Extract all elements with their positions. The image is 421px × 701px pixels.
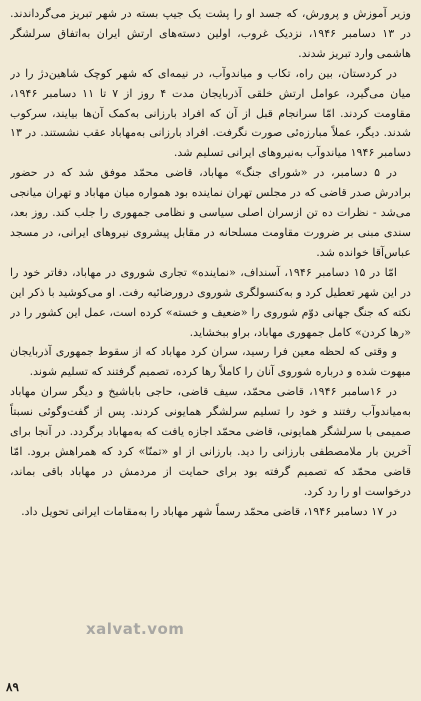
page-number: ۸۹ — [6, 680, 19, 694]
paragraph-2: در کردستان، بین راه، تکاب و میاندوآب، در نیمه‌ای که شهر کوچک شاهین‌دژ را در میان می‌گیرد، عوامل ارتش خلقی آذربایجان مدت ۴ روز از ۷ تا ۱۱ دسامبر ۱۹۴۶، مقاومت کردند. امّا سرانجام قبل از آن که افراد بارزانی به‌کمک آن‌ها بیایند، سرکوب شدند. دیگر، عملاً مبارزه‌ئی صورت نگرفت. افراد بارزانی به‌مهاباد عقب نشستند. در ۱۳ دسامبر ۱۹۴۶ میاندوآب به‌نیروهای ایرانی تسلیم شد. — [10, 66, 411, 160]
paragraph-5: و وقتی که لحظه معین فرا رسید، سران کرد مهاباد که از سقوط جمهوری آذربایجان مبهوت شده و درباره شوروی آنان را کاملاً رها کرده، تصمیم گرفتند که تسلیم شوند. — [10, 345, 411, 379]
paragraph-4: امّا در ۱۵ دسامبر ۱۹۴۶، آسنداف، «نماینده» تجاری شوروی در مهاباد، دفاتر خود را در این شهر تعطیل کرد و به‌کنسولگری شوروی درورضائیه رفت. او می‌کوشید با ذکر این نکته که جنگ جهانی دوّم شوروی را «ضعیف و خسته» کرده است، عمل این کشور را در «رها کردن» کامل جمهوری مهاباد، براو ببخشاید. — [10, 265, 411, 339]
watermark-text: xalvat.vom — [86, 620, 185, 638]
book-page-text — [10, 4, 411, 672]
paragraph-7: در ۱۷ دسامبر ۱۹۴۶، قاضی محمّد رسماً شهر مهاباد را به‌مقامات ایرانی تحویل داد. — [21, 504, 397, 518]
paragraph-1: وزیر آموزش و پرورش، که جسد او را پشت یک جیپ بسته در شهر تبریز می‌گرداندند. در ۱۳ دسامبر ۱۹۴۶، نزدیک غروب، اولین دسته‌های ارتش ایران به‌اتفاق سرلشگر هاشمی وارد تبریز شدند. — [10, 7, 411, 60]
paragraph-6: در ۱۶سامبر ۱۹۴۶، قاضی محمّد، سیف قاضی، حاجی بابا‌شیخ و دیگر سران مهاباد به‌میاندوآب رفتند و خود را تسلیم سرلشگر همایونی کردند. پس از گفت‌وگوئی نسبتاً صمیمی با سرلشگر همایونی، قاضی محمّد اجازه یافت که به‌مهاباد برگردد. در آنجا برای آخرین بار ملامصطفی بارزانی را دید. بارزانی از او «تمنّا» کرد که همراهش برود. امّا قاضی محمّد که تصمیم گرفته بود برای حمایت از مردمش در مهاباد باقی بماند، درخواست او را رد کرد. — [10, 385, 411, 498]
paragraph-3: در ۵ دسامبر، در «شورای جنگ» مهاباد، قاضی محمّد موفق شد که در حضور برادرش صدر قاضی که در مجلس تهران نماینده بود همواره میان مهاباد و تهران میانجی می‌شد - نظرات ده تن ازسران اصلی سیاسی و نظامی جمهوری را جلب کند. روز بعد، سندی مبنی بر ضرورت مقاومت مسلحانه در مقابل پیشروی نیروهای ایرانی، در مسجد عباس‌آقا خوانده شد. — [10, 166, 411, 259]
